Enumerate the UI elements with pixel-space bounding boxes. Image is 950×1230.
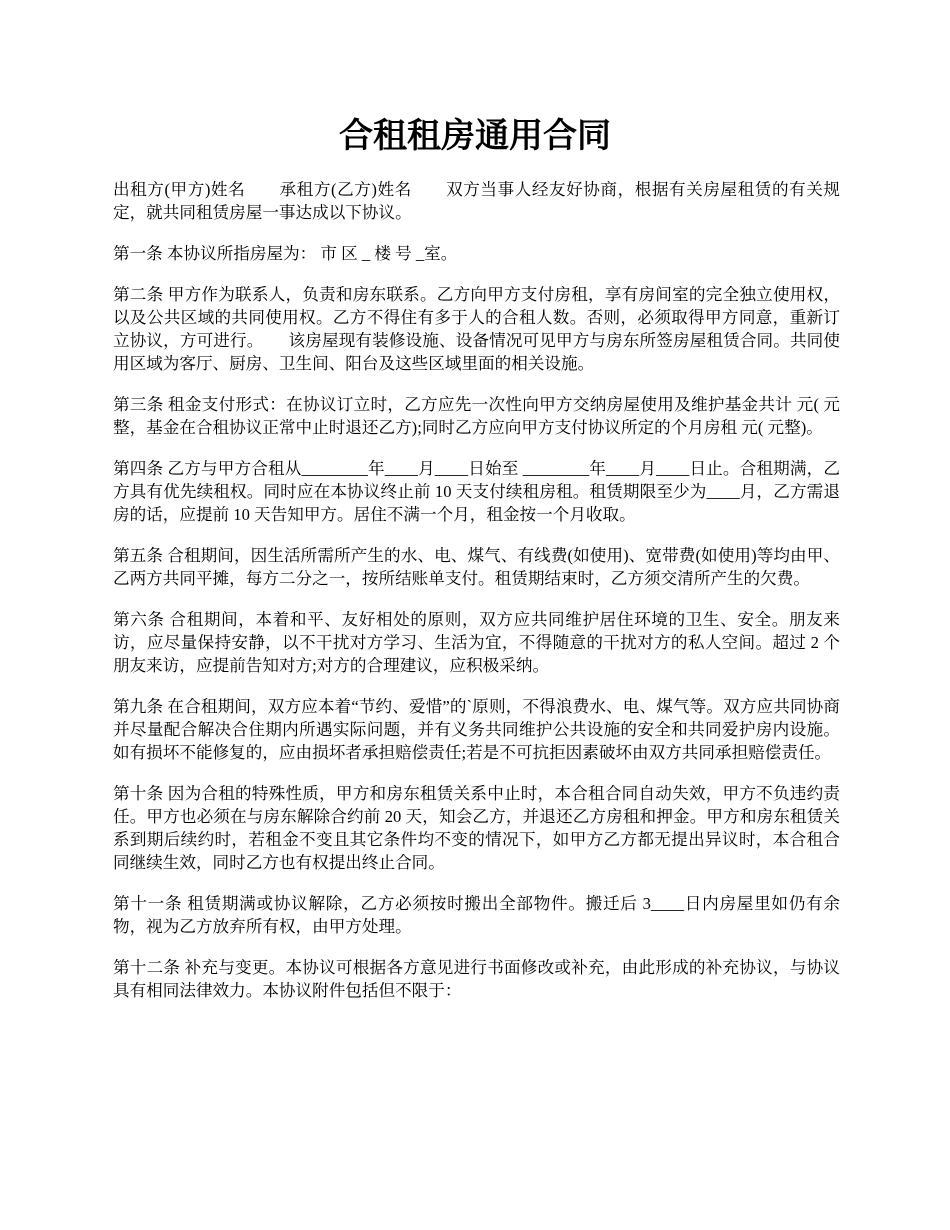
paragraph-article-1: 第一条 本协议所指房屋为： 市 区 _ 楼 号 _室。 [113, 244, 458, 263]
paragraph-article-11: 第十一条 租赁期满或协议解除，乙方必须按时搬出全部物件。搬迁后 3____日内房屋里如仍有余物，视为乙方放弃所有权，由甲方处理。 [113, 894, 840, 936]
document-body [113, 178, 840, 1020]
paragraph-article-3: 第三条 租金支付形式：在协议订立时，乙方应先一次性向甲方交纳房屋使用及维护基金共计 元( 元整，基金在合租协议正常中止时退还乙方);同时乙方应向甲方支付协议所定的个月房租 元( 元整)。 [113, 395, 840, 437]
paragraph-article-2: 第二条 甲方作为联系人，负责和房东联系。乙方向甲方支付房租，享有房间室的完全独立使用权，以及公共区域的共同使用权。乙方不得住有多于人的合租人数。否则，必须取得甲方同意，重新订立协议，方可进行。 该房屋现有装修设施、设备情况可见甲方与房东所签房屋租赁合同。共同使用区域为客厅、厨房、卫生间、阳台及这些区域里面的相关设施。 [113, 285, 840, 373]
paragraph-article-5: 第五条 合租期间，因生活所需所产生的水、电、煤气、有线费(如使用)、宽带费(如使用)等均由甲、乙两方共同平摊，每方二分之一，按所结账单支付。租赁期结束时，乙方须交清所产生的欠费。 [113, 546, 840, 588]
paragraph-preamble: 出租方(甲方)姓名 承租方(乙方)姓名 双方当事人经友好协商，根据有关房屋租赁的有关规定，就共同租赁房屋一事达成以下协议。 [113, 180, 840, 222]
paragraph-article-6: 第六条 合租期间，本着和平、友好相处的原则，双方应共同维护居住环境的卫生、安全。朋友来访，应尽量保持安静，以不干扰对方学习、生活为宜，不得随意的干扰对方的私人空间。超过 2 个朋友来访，应提前告知对方;对方的合理建议，应积极采纳。 [113, 610, 840, 675]
document-title: 合租租房通用合同 [339, 116, 611, 156]
paragraph-article-10: 第十条 因为合租的特殊性质，甲方和房东租赁关系中止时，本合租合同自动失效，甲方不负违约责任。甲方也必须在与房东解除合约前 20 天，知会乙方，并退还乙方房租和押金。甲方和房东租赁关系到期后续约时，若租金不变且其它条件均不变的情况下，如甲方乙方都无提出异议时，本合租合同继续生效，同时乙方也有权提出终止合同。 [113, 784, 840, 872]
paragraph-article-4: 第四条 乙方与甲方合租从________年____月____日始至 ________年____月____日止。合租期满，乙方具有优先续租权。同时应在本协议终止前 10 天支付续租房租。租赁期限至少为____月，乙方需退房的话，应提前 10 天告知甲方。居住不满一个月，租金按一个月收取。 [113, 459, 840, 524]
paragraph-article-12: 第十二条 补充与变更。本协议可根据各方意见进行书面修改或补充，由此形成的补充协议，与协议具有相同法律效力。本协议附件包括但不限于： [113, 958, 840, 1000]
paragraph-article-9: 第九条 在合租期间，双方应本着“节约、爱惜”的`原则，不得浪费水、电、煤气等。双方应共同协商并尽量配合解决合住期内所遇实际问题，并有义务共同维护公共设施的安全和共同爱护房内设施。如有损坏不能修复的，应由损坏者承担赔偿责任;若是不可抗拒因素破坏由双方共同承担赔偿责任。 [113, 697, 840, 762]
